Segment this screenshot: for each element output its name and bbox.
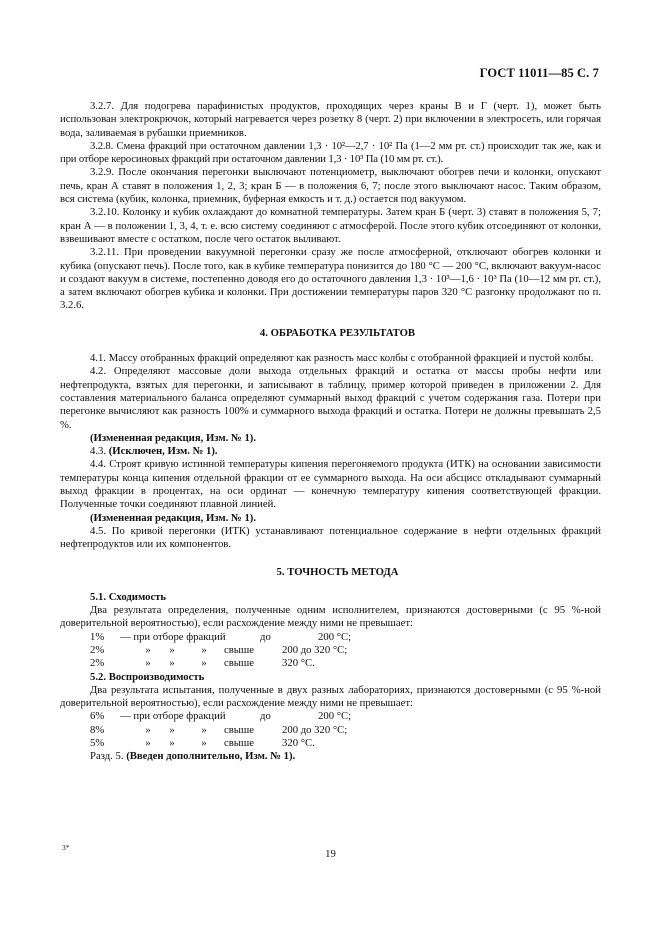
paragraph-3-2-10: 3.2.10. Колонку и кубик охлаждают до комнатной температуры. Затем кран Б (черт. 3) ставят в положения 5, 7; кран А — в положении 1, 3, 4, т. е. всю систему соединяют с атмосферой. После этого кубик отсоединяют от колонки, взвешивают вместе с остатком, после чего остаток выливают. bbox=[60, 206, 601, 245]
paragraph-4-3-excluded: (Исключен, Изм. № 1). bbox=[108, 445, 218, 458]
section-5-amendment-text: (Введен дополнительно, Изм. № 1). bbox=[126, 750, 296, 763]
paragraph-3-2-11: 3.2.11. При проведении вакуумной перегонки сразу же после атмосферной, отключают обогрев колонки и кубика (опускают печь). После того, как в кубике температура понизится до 180 °С — 200 °С, включают вакуум-насос и создают вакуум в системе, постепенно доводя его до остаточного давления 1,3 · 10³—1,6 · 10³ Па (10—12 мм рт. ст.), а затем включают обогрев кубика и колонки. При достижении температуры паров 320 °С разгонку продолжают по п. 3.2.6. bbox=[60, 246, 601, 312]
repeatability-row-1: 1% — при отборе фракций до 200 °С; bbox=[90, 630, 352, 643]
section-5-title: 5. ТОЧНОСТЬ МЕТОДА bbox=[276, 565, 399, 578]
repeatability-row-3: 2% » » » свыше 320 °С. bbox=[90, 657, 315, 670]
paragraph-4-4: 4.4. Строят кривую истинной температуры кипения перегоняемого продукта (ИТК) на основании зависимости температуры конца кипения отдельной фракции от ее суммарного выхода. На оси абсцисс откладывают суммарный выход фракции в процентах, на оси ординат — конечную температуру кипения соответствующей фракции. Полученные точки соединяют плавной линией. bbox=[60, 458, 601, 511]
page-body bbox=[60, 100, 601, 764]
section-5-amendment bbox=[60, 750, 601, 763]
paragraph-4-2: 4.2. Определяют массовые доли выхода отдельных фракций и остатка от массы пробы нефти или нефтепродукта, взятых для перегонки, и записывают в таблицу, пример которой приведен в приложении 2. Для составления материального баланса определяют суммарный выход фракций с учетом содержания газа. Потери при перегонке вычисляют как разность 100% и суммарного выхода фракций и остатка. Потери не должны превышать 2,5 %. bbox=[60, 365, 601, 431]
paragraph-3-2-9: 3.2.9. После окончания перегонки выключают потенциометр, выключают обогрев печи и колонки, опускают печь, кран А ставят в положения 1, 2, 3; кран Б — в положения 6, 7; после этого выключают насос. Таким образом, вся система (кубик, колонка, приемник, буферная емкость и т. д.) остается под вакуумом. bbox=[60, 166, 601, 206]
paragraph-3-2-8: 3.2.8. Смена фракций при остаточном давлении 1,3 · 10²—2,7 · 10² Па (1—2 мм рт. ст.) происходит так же, как и при отборе керосиновых фракций при остаточном давлении 1,3 · 10³ Па (10 мм рт. ст.). bbox=[60, 139, 601, 166]
running-header: ГОСТ 11011—85 С. 7 bbox=[479, 66, 599, 80]
section-5-amendment-prefix: Разд. 5. bbox=[90, 750, 124, 763]
reproducibility-row-1: 6% — при отборе фракций до 200 °С; bbox=[90, 710, 352, 723]
reproducibility-row-2: 8% » » » свыше 200 до 320 °С; bbox=[90, 723, 348, 736]
section-4-title: 4. ОБРАБОТКА РЕЗУЛЬТАТОВ bbox=[259, 326, 416, 339]
subsection-5-1-text: Два результата определения, полученные одним исполнителем, признаются достоверными (с 95 %-ной доверительной вероятностью), если расхождение между ними не превышает: bbox=[60, 604, 601, 630]
amendment-note-2: (Измененная редакция, Изм. № 1). bbox=[90, 511, 257, 524]
paragraph-4-3 bbox=[60, 445, 601, 458]
subsection-5-2-text: Два результата испытания, полученные в двух разных лабораториях, признаются достоверными (с 95 %-ной доверительной вероятностью), если расхождение между ними не превышает: bbox=[60, 683, 601, 710]
footer-signature-mark: 3* bbox=[62, 843, 70, 852]
reproducibility-row-3: 5% » » » свыше 320 °С. bbox=[90, 737, 315, 750]
paragraph-3-2-7: 3.2.7. Для подогрева парафинистых продуктов, проходящих через краны В и Г (черт. 1), может быть использован электрокрючок, который нагревается через розетку 8 (черт. 2) при включении в электросеть, или горячая вода, заливаемая в рубашки приемников. bbox=[60, 100, 601, 139]
paragraph-4-1: 4.1. Массу отобранных фракций определяют как разность масс колбы с отобранной фракцией и пустой колбы. bbox=[90, 352, 594, 365]
repeatability-row-2: 2% » » » свыше 200 до 320 °С; bbox=[90, 643, 348, 656]
amendment-note-1: (Измененная редакция, Изм. № 1). bbox=[90, 431, 257, 444]
paragraph-4-5: 4.5. По кривой перегонки (ИТК) устанавливают потенциальное содержание в нефти отдельных фракций нефтепродуктов или их компонентов. bbox=[60, 524, 601, 551]
subsection-5-1-title: 5.1. Сходимость bbox=[90, 590, 167, 603]
subsection-5-2-title: 5.2. Воспроизводимость bbox=[90, 670, 205, 683]
paragraph-4-3-number: 4.3. bbox=[90, 445, 107, 458]
page-number: 19 bbox=[325, 848, 336, 860]
